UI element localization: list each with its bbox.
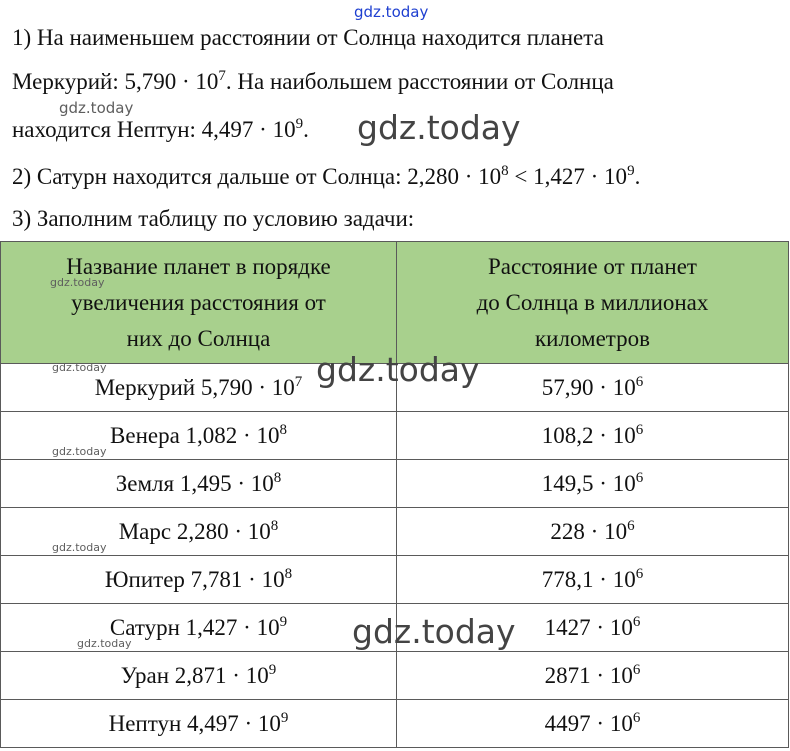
planet-cell [1, 604, 397, 652]
solution-line-2 [12, 68, 614, 96]
planet-cell [1, 460, 397, 508]
table-row [1, 652, 789, 700]
watermark: gdz.today [50, 276, 105, 289]
table-row [1, 460, 789, 508]
line-3-part-a: находится Нептун: 4,497 · 10 [12, 117, 296, 142]
watermark: gdz.today [59, 99, 134, 117]
solution-line-4 [12, 163, 640, 191]
planet-exponent: 9 [280, 710, 289, 726]
planet-cell [1, 700, 397, 748]
watermark: gdz.today [52, 445, 107, 458]
header-line: Расстояние от планет [488, 253, 697, 279]
distance-text: 1427 · 10 [544, 615, 633, 640]
planet-text: Венера 1,082 · 10 [110, 423, 280, 448]
planet-exponent: 8 [284, 566, 293, 582]
line-4-part-b: < 1,427 · 10 [508, 164, 628, 189]
header-line: Название планет в порядке [66, 253, 331, 279]
distance-exponent: 6 [635, 374, 644, 390]
planet-text: Нептун 4,497 · 10 [108, 711, 281, 736]
table-row [1, 412, 789, 460]
distance-text: 149,5 · 10 [541, 471, 636, 496]
watermark: gdz.today [77, 637, 132, 650]
distance-exponent: 6 [632, 710, 641, 726]
watermark: gdz.today [316, 350, 480, 389]
planet-cell [1, 652, 397, 700]
line-4-part-a: 2) Сатурн находится дальше от Солнца: 2,280 · 10 [12, 164, 502, 189]
distance-exponent: 6 [632, 614, 641, 630]
distance-exponent: 6 [635, 422, 644, 438]
distance-cell [397, 700, 789, 748]
header-line: увеличения расстояния от [71, 289, 326, 315]
distance-cell [397, 460, 789, 508]
planet-text: Земля 1,495 · 10 [115, 471, 274, 496]
table-row [1, 700, 789, 748]
line-4-exponent-2: 9 [627, 163, 635, 179]
header-cell-planet-name [1, 242, 397, 364]
watermark: gdz.today [354, 3, 429, 21]
table-header-row [1, 242, 789, 364]
watermark: gdz.today [357, 108, 521, 147]
line-3-exponent: 9 [295, 116, 304, 132]
distance-text: 4497 · 10 [544, 711, 633, 736]
line-2-part-a: Меркурий: 5,790 · 10 [12, 69, 219, 94]
planet-exponent: 9 [268, 662, 277, 678]
line-2-part-b: . На наибольшем расстоянии от Солнца [225, 69, 614, 94]
watermark: gdz.today [52, 361, 107, 374]
distance-text: 108,2 · 10 [541, 423, 636, 448]
solution-line-3 [12, 116, 309, 144]
distance-exponent: 6 [635, 470, 644, 486]
header-line: них до Солнца [126, 325, 271, 351]
planet-text: Марс 2,280 · 10 [118, 519, 271, 544]
distance-text: 2871 · 10 [544, 663, 633, 688]
table-row [1, 556, 789, 604]
watermark: gdz.today [352, 612, 516, 651]
distance-exponent: 6 [627, 518, 635, 534]
distance-cell [397, 652, 789, 700]
planet-text: Меркурий 5,790 · 10 [94, 375, 295, 400]
header-cell-distance [397, 242, 789, 364]
header-line: километров [535, 325, 650, 351]
planet-text: Сатурн 1,427 · 10 [109, 615, 280, 640]
watermark: gdz.today [52, 541, 107, 554]
table-row [1, 508, 789, 556]
planet-exponent: 8 [270, 518, 279, 534]
planet-cell [1, 556, 397, 604]
line-3-part-b: . [303, 117, 309, 142]
distance-text: 228 · 10 [550, 519, 628, 544]
distance-cell [397, 508, 789, 556]
distance-text: 778,1 · 10 [541, 567, 636, 592]
distance-cell [397, 556, 789, 604]
planet-text: Юпитер 7,781 · 10 [104, 567, 285, 592]
solution-line-5 [12, 205, 414, 233]
planet-text: Уран 2,871 · 10 [120, 663, 269, 688]
distance-text: 57,90 · 10 [541, 375, 636, 400]
distance-exponent: 6 [635, 566, 644, 582]
header-line: до Солнца в миллионах [476, 289, 709, 315]
distance-cell [397, 412, 789, 460]
line-5-text: 3) Заполним таблицу по условию задачи: [12, 206, 415, 231]
line-4-part-c: . [634, 164, 641, 189]
planet-exponent: 8 [279, 422, 287, 438]
planet-exponent: 8 [273, 470, 282, 486]
line-1-text: 1) На наименьшем расстоянии от Солнца находится планета [12, 25, 604, 50]
planet-exponent: 7 [294, 374, 303, 390]
distance-exponent: 6 [632, 662, 641, 678]
line-2-exponent: 7 [218, 68, 226, 84]
solution-line-1 [12, 24, 604, 52]
planets-table [0, 241, 789, 748]
line-4-exponent-1: 8 [501, 163, 509, 179]
planet-exponent: 9 [279, 614, 288, 630]
